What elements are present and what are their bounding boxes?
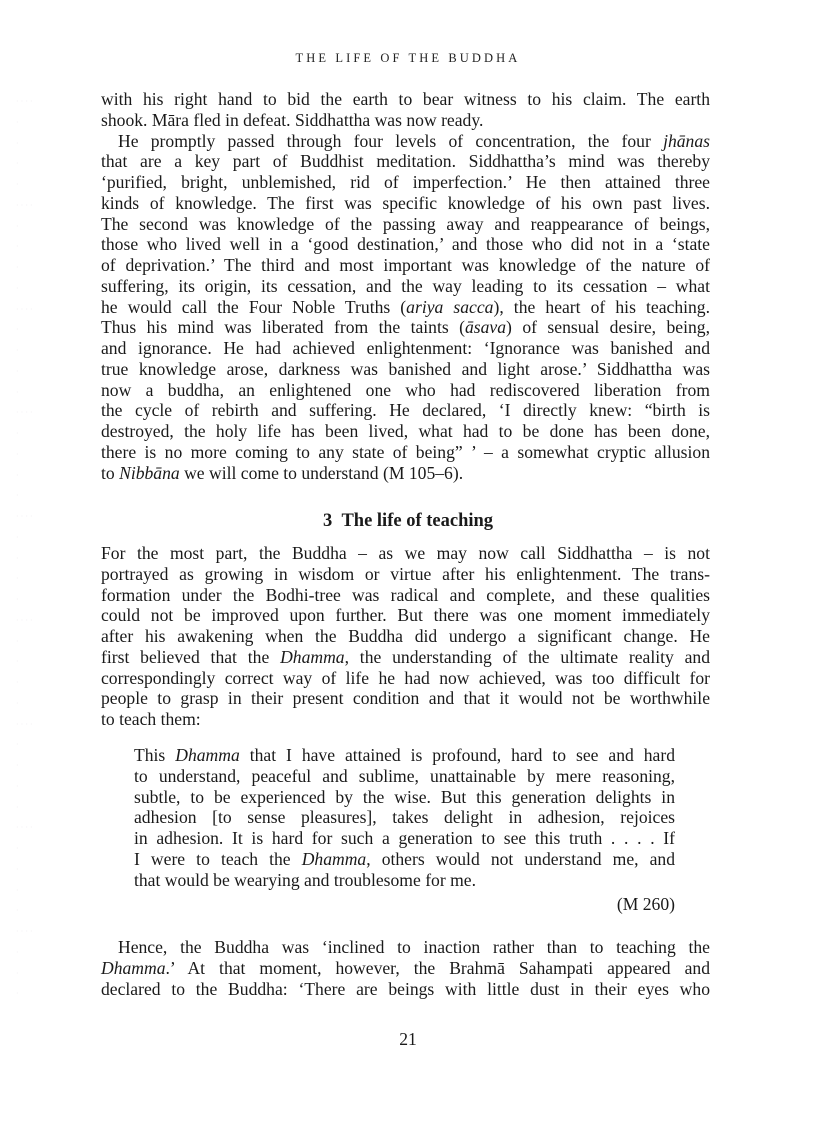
italic-term: āsava — [464, 317, 507, 338]
text-line: of deprivation.’ The third and most important was knowledge of the nature of — [101, 255, 710, 275]
margin-mark: · — [16, 346, 21, 355]
text-line: those who lived well in a ‘good destination,’ and those who did not in a ‘state — [101, 234, 710, 255]
text-line: in adhesion. It is hard for such a generation to see this truth . . . . If — [134, 828, 675, 848]
text-line: destroyed, the holy life has been lived, what had to be done has been done, — [101, 421, 710, 441]
margin-mark: ···· — [16, 304, 35, 314]
text-line: he would call the Four Noble Truths (ariya sacca), the heart of his teaching. — [101, 296, 710, 317]
text-line: formation under the Bodhi-tree was radical and complete, and these qualities — [101, 584, 710, 605]
margin-mark: · — [16, 283, 21, 293]
text-line: He promptly passed through four levels of concentration, the four jhānas — [118, 130, 710, 151]
text-line: The second was knowledge of the passing away and reappearance of beings, — [101, 213, 710, 234]
margin-mark: ···· — [16, 512, 35, 521]
margin-mark: · — [16, 366, 21, 376]
margin-mark: · — [16, 574, 21, 584]
margin-mark: · — [16, 864, 21, 874]
text-line: and ignorance. He had achieved enlightenment: ‘Ignorance was banished and — [101, 338, 710, 358]
text-line: to Nibbāna we will come to understand (M 105–6). — [101, 462, 464, 483]
text-line: Thus his mind was liberated from the taints (āsava) of sensual desire, being, — [101, 317, 710, 338]
margin-mark: · — [16, 429, 21, 438]
text-line: subtle, to be experienced by the wise. But this generation delights in — [134, 786, 675, 807]
paragraph-3 — [101, 543, 710, 730]
margin-mark: · — [16, 678, 21, 687]
margin-mark: · — [16, 325, 21, 335]
text-line: For the most part, the Buddha – as we may now call Siddhattha – is not — [101, 543, 710, 563]
text-line: to understand, peaceful and sublime, unattainable by mere reasoning, — [134, 765, 675, 786]
text-line: that would be wearying and troublesome for me. — [134, 869, 477, 890]
margin-mark: ···· — [16, 97, 35, 106]
text-line: first believed that the Dhamma, the understanding of the ultimate reality and — [101, 646, 710, 667]
text-line: after his awakening when the Buddha did undergo a significant change. He — [101, 626, 710, 646]
margin-mark: · — [16, 491, 21, 501]
margin-mark: · — [16, 180, 21, 189]
text-line: with his right hand to bid the earth to bear witness to his claim. The earth — [101, 89, 710, 109]
text-line: declared to the Buddha: ‘There are beings with little dust in their eyes who — [101, 978, 710, 999]
margin-mark: · — [16, 968, 21, 978]
margin-mark: · — [16, 595, 21, 604]
text-line: there is no more coming to any state of being” ’ – a somewhat cryptic allusion — [101, 441, 710, 462]
margin-mark: · — [16, 906, 21, 916]
text-line: ‘purified, bright, unblemished, rid of imperfection.’ He then attained three — [101, 172, 710, 192]
margin-mark: ···· — [16, 408, 35, 418]
paragraph-2 — [101, 131, 710, 484]
margin-mark: · — [16, 221, 21, 231]
text-line: adhesion [to sense pleasures], takes delight in adhesion, rejoices — [134, 807, 675, 828]
margin-mark: · — [16, 138, 21, 148]
paragraph-4 — [101, 937, 710, 999]
section-heading — [0, 511, 816, 532]
margin-mark: ···· — [16, 615, 35, 625]
quote-citation: (M 260) — [616, 894, 675, 914]
margin-mark: ···· — [16, 200, 35, 210]
italic-term: Dhamma — [101, 957, 166, 978]
text-line: that are a key part of Buddhist meditation. Siddhattha’s mind was thereby — [101, 151, 710, 172]
italic-term: Dhamma — [301, 848, 367, 869]
italic-term: Dhamma — [280, 646, 345, 667]
page-number: 21 — [399, 1029, 417, 1049]
margin-mark: ···· — [16, 823, 35, 833]
margin-mark: · — [16, 159, 21, 169]
italic-term: Nibbāna — [119, 462, 180, 483]
margin-mark: ···· — [16, 719, 35, 729]
text-line: now a buddha, an enlightened one who had rediscovered liberation from — [101, 379, 710, 400]
margin-line-marks — [16, 92, 66, 1005]
margin-mark: · — [16, 449, 21, 459]
margin-mark: · — [16, 636, 21, 646]
text-line: Dhamma.’ At that moment, however, the Brahmā Sahampati appeared and — [101, 957, 710, 978]
margin-mark: · — [16, 387, 21, 397]
text-line: I were to teach the Dhamma, others would not understand me, and — [134, 848, 676, 869]
margin-mark: · — [16, 263, 21, 272]
text-line: people to grasp in their present condition and that it would not be worthwhile — [101, 688, 710, 709]
text-line: correspondingly correct way of life he had now achieved, was too difficult for — [101, 667, 710, 688]
margin-mark: · — [16, 761, 21, 770]
margin-mark: · — [16, 117, 21, 127]
margin-mark: · — [16, 553, 21, 563]
margin-mark: · — [16, 781, 21, 791]
margin-mark: · — [16, 947, 21, 957]
margin-mark: · — [16, 989, 21, 999]
text-line: portrayed as growing in wisdom or virtue after his enlightenment. The trans- — [101, 563, 710, 584]
paragraph-1 — [101, 89, 710, 131]
text-line: the cycle of rebirth and suffering. He declared, ‘I directly knew: “birth is — [101, 400, 710, 421]
margin-mark: · — [16, 844, 21, 853]
text-line: This Dhamma that I have attained is profound, hard to see and hard — [134, 745, 675, 765]
text-line: Hence, the Buddha was ‘inclined to inaction rather than to teaching the — [118, 937, 710, 957]
italic-term: ariya sacca — [406, 296, 494, 317]
margin-mark: ···· — [16, 927, 35, 936]
margin-mark: · — [16, 885, 21, 895]
running-head: THE LIFE OF THE BUDDHA — [295, 51, 521, 65]
text-line: kinds of knowledge. The first was specific knowledge of his own past lives. — [101, 192, 710, 213]
margin-mark: · — [16, 470, 21, 480]
margin-mark: · — [16, 532, 21, 542]
text-line: true knowledge arose, darkness was banished and light arose.’ Siddhattha was — [101, 358, 710, 379]
italic-term: Dhamma — [175, 745, 240, 765]
margin-mark: · — [16, 740, 21, 750]
block-quote — [134, 745, 675, 890]
italic-term: jhānas — [663, 130, 710, 151]
text-line: shook. Māra fled in defeat. Siddhattha was now ready. — [101, 109, 484, 130]
section-number: 3 — [322, 511, 333, 531]
section-title: The life of teaching — [341, 511, 494, 531]
margin-mark: · — [16, 242, 21, 252]
margin-mark: · — [16, 657, 21, 667]
text-line: to teach them: — [101, 709, 201, 729]
text-line: suffering, its origin, its cessation, and the way leading to its cessation – what — [101, 275, 710, 296]
margin-mark: · — [16, 698, 21, 708]
margin-mark: · — [16, 802, 21, 812]
text-line: could not be improved upon further. But there was one moment immediately — [101, 605, 710, 626]
